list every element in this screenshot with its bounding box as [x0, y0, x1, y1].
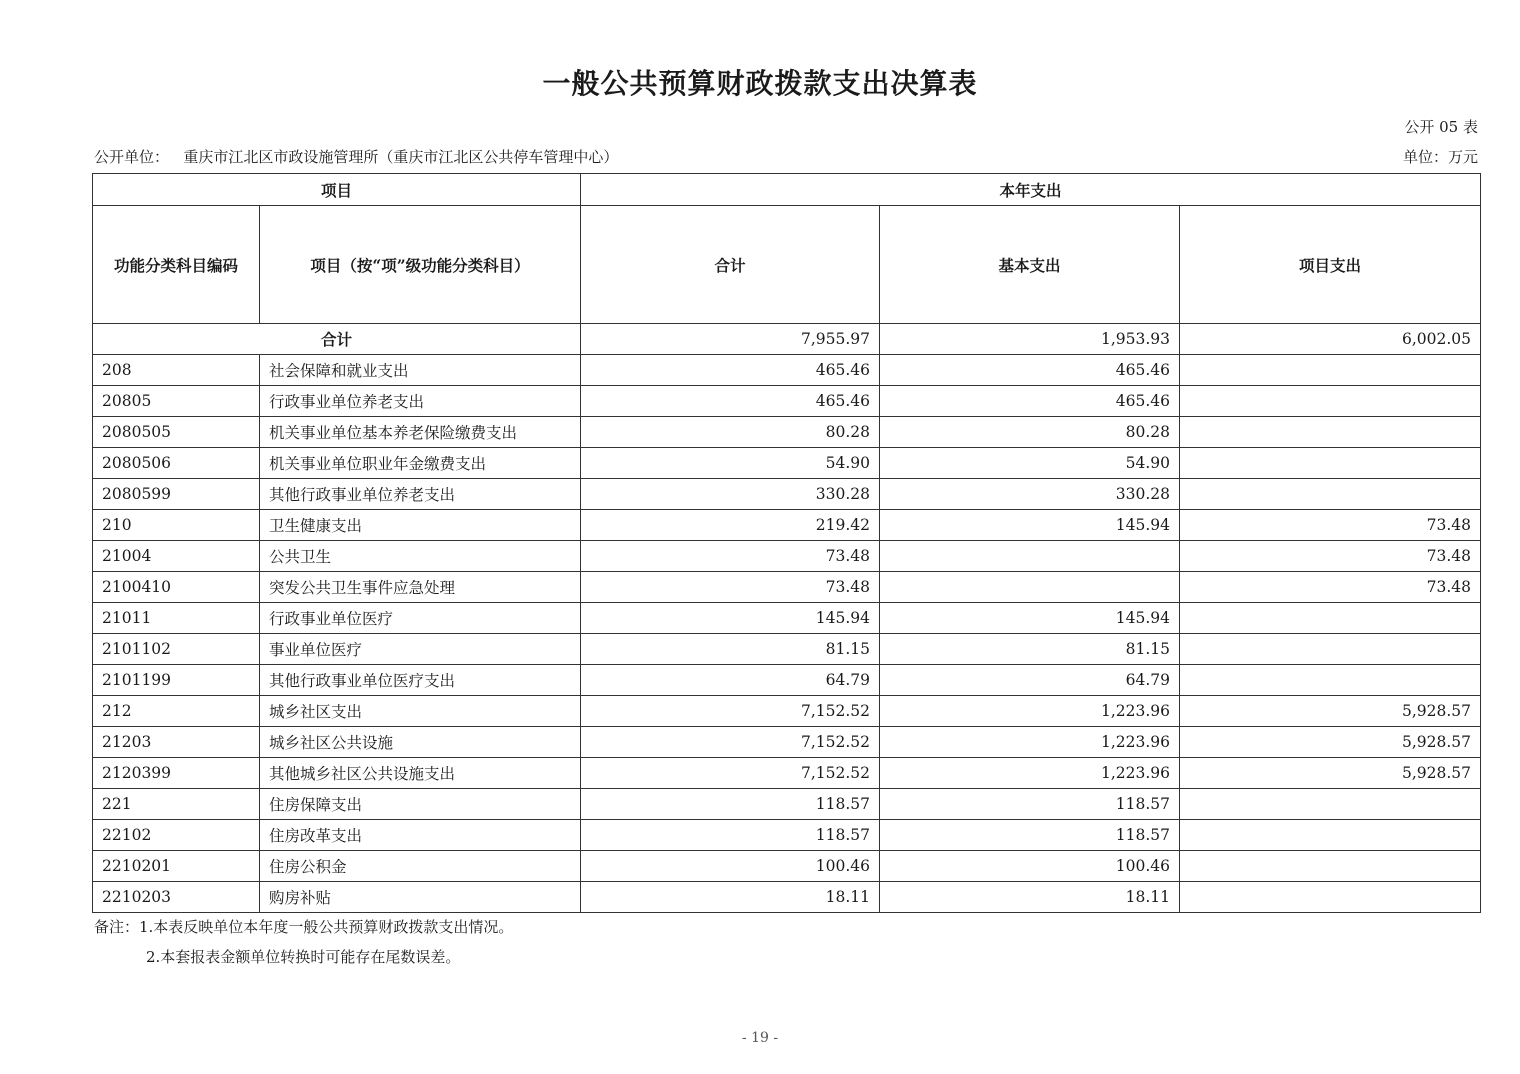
expenditure-table — [92, 173, 1481, 913]
row-name: 其他城乡社区公共设施支出 — [260, 758, 581, 789]
table-row — [93, 696, 1481, 727]
unit-info-row — [94, 146, 1478, 167]
row-name: 机关事业单位基本养老保险缴费支出 — [260, 417, 581, 448]
table-row — [93, 572, 1481, 603]
row-code: 210 — [93, 510, 260, 541]
row-project — [1180, 820, 1481, 851]
table-row — [93, 541, 1481, 572]
row-basic: 64.79 — [880, 665, 1180, 696]
row-name: 行政事业单位医疗 — [260, 603, 581, 634]
row-basic — [880, 572, 1180, 603]
row-code: 2101199 — [93, 665, 260, 696]
row-project: 73.48 — [1180, 510, 1481, 541]
row-total: 118.57 — [581, 820, 880, 851]
row-total: 7,152.52 — [581, 727, 880, 758]
table-row — [93, 851, 1481, 882]
row-total: 100.46 — [581, 851, 880, 882]
table-row — [93, 386, 1481, 417]
row-total: 64.79 — [581, 665, 880, 696]
row-total: 145.94 — [581, 603, 880, 634]
row-total: 7,152.52 — [581, 696, 880, 727]
row-code: 21203 — [93, 727, 260, 758]
header-name: 项目（按“项”级功能分类科目） — [260, 206, 581, 324]
reporting-unit — [94, 146, 618, 167]
row-basic: 145.94 — [880, 603, 1180, 634]
page-number: - 19 - — [741, 1030, 779, 1046]
row-code: 21011 — [93, 603, 260, 634]
row-name: 城乡社区公共设施 — [260, 727, 581, 758]
header-current-year: 本年支出 — [581, 174, 1481, 206]
row-code: 2080505 — [93, 417, 260, 448]
row-name: 公共卫生 — [260, 541, 581, 572]
header-basic: 基本支出 — [880, 206, 1180, 324]
row-name: 突发公共卫生事件应急处理 — [260, 572, 581, 603]
row-basic: 54.90 — [880, 448, 1180, 479]
table-row — [93, 479, 1481, 510]
row-total: 81.15 — [581, 634, 880, 665]
header-row-columns — [93, 206, 1481, 324]
row-code: 20805 — [93, 386, 260, 417]
row-code: 22102 — [93, 820, 260, 851]
row-project: 5,928.57 — [1180, 758, 1481, 789]
row-total: 73.48 — [581, 541, 880, 572]
total-amount: 7,955.97 — [581, 324, 880, 355]
row-project: 5,928.57 — [1180, 696, 1481, 727]
row-project — [1180, 789, 1481, 820]
row-project — [1180, 355, 1481, 386]
row-code: 221 — [93, 789, 260, 820]
row-basic: 1,223.96 — [880, 758, 1180, 789]
row-code: 2080506 — [93, 448, 260, 479]
row-project — [1180, 665, 1481, 696]
table-row — [93, 634, 1481, 665]
row-project: 73.48 — [1180, 541, 1481, 572]
header-item: 项目 — [93, 174, 581, 206]
table-row — [93, 417, 1481, 448]
row-name: 其他行政事业单位养老支出 — [260, 479, 581, 510]
row-name: 购房补贴 — [260, 882, 581, 913]
row-basic: 330.28 — [880, 479, 1180, 510]
row-name: 城乡社区支出 — [260, 696, 581, 727]
row-total: 219.42 — [581, 510, 880, 541]
note-1: 备注：1.本表反映单位本年度一般公共预算财政拨款支出情况。 — [94, 918, 514, 936]
row-basic: 465.46 — [880, 355, 1180, 386]
row-basic: 145.94 — [880, 510, 1180, 541]
row-code: 2101102 — [93, 634, 260, 665]
table-row — [93, 758, 1481, 789]
row-code: 2210203 — [93, 882, 260, 913]
row-project — [1180, 634, 1481, 665]
total-label: 合计 — [93, 324, 581, 355]
row-total: 465.46 — [581, 386, 880, 417]
page-title: 一般公共预算财政拨款支出决算表 — [542, 67, 978, 100]
row-project: 73.48 — [1180, 572, 1481, 603]
row-total: 73.48 — [581, 572, 880, 603]
row-code: 2080599 — [93, 479, 260, 510]
row-name: 社会保障和就业支出 — [260, 355, 581, 386]
row-project — [1180, 448, 1481, 479]
row-total: 7,152.52 — [581, 758, 880, 789]
row-total: 54.90 — [581, 448, 880, 479]
row-total: 18.11 — [581, 882, 880, 913]
row-total: 80.28 — [581, 417, 880, 448]
row-name: 卫生健康支出 — [260, 510, 581, 541]
table-number: 公开 05 表 — [1404, 118, 1478, 136]
row-total: 118.57 — [581, 789, 880, 820]
row-basic: 1,223.96 — [880, 727, 1180, 758]
total-basic: 1,953.93 — [880, 324, 1180, 355]
table-row — [93, 665, 1481, 696]
row-name: 行政事业单位养老支出 — [260, 386, 581, 417]
row-project — [1180, 386, 1481, 417]
unit-name: 重庆市江北区市政设施管理所（重庆市江北区公共停车管理中心） — [183, 148, 619, 166]
row-project: 5,928.57 — [1180, 727, 1481, 758]
header-code: 功能分类科目编码 — [93, 206, 260, 324]
row-total: 465.46 — [581, 355, 880, 386]
total-row — [93, 324, 1481, 355]
row-basic: 465.46 — [880, 386, 1180, 417]
total-project: 6,002.05 — [1180, 324, 1481, 355]
table-row — [93, 448, 1481, 479]
row-code: 2210201 — [93, 851, 260, 882]
row-project — [1180, 479, 1481, 510]
row-project — [1180, 417, 1481, 448]
header-total: 合计 — [581, 206, 880, 324]
table-row — [93, 727, 1481, 758]
currency-unit: 单位：万元 — [1402, 148, 1478, 166]
row-name: 住房保障支出 — [260, 789, 581, 820]
row-code: 21004 — [93, 541, 260, 572]
row-name: 事业单位医疗 — [260, 634, 581, 665]
row-name: 住房公积金 — [260, 851, 581, 882]
header-row-top — [93, 174, 1481, 206]
table-row — [93, 882, 1481, 913]
row-basic: 1,223.96 — [880, 696, 1180, 727]
row-basic — [880, 541, 1180, 572]
header-project: 项目支出 — [1180, 206, 1481, 324]
notes — [94, 912, 513, 972]
row-project — [1180, 851, 1481, 882]
table-row — [93, 603, 1481, 634]
row-name: 其他行政事业单位医疗支出 — [260, 665, 581, 696]
row-project — [1180, 603, 1481, 634]
row-basic: 81.15 — [880, 634, 1180, 665]
row-basic: 80.28 — [880, 417, 1180, 448]
table-row — [93, 510, 1481, 541]
row-name: 机关事业单位职业年金缴费支出 — [260, 448, 581, 479]
row-basic: 100.46 — [880, 851, 1180, 882]
row-total: 330.28 — [581, 479, 880, 510]
row-code: 212 — [93, 696, 260, 727]
row-code: 2120399 — [93, 758, 260, 789]
row-basic: 18.11 — [880, 882, 1180, 913]
row-basic: 118.57 — [880, 820, 1180, 851]
table-row — [93, 355, 1481, 386]
unit-label: 公开单位： — [94, 148, 170, 166]
row-code: 2100410 — [93, 572, 260, 603]
row-code: 208 — [93, 355, 260, 386]
table-row — [93, 820, 1481, 851]
row-basic: 118.57 — [880, 789, 1180, 820]
note-2: 2.本套报表金额单位转换时可能存在尾数误差。 — [146, 948, 461, 966]
row-name: 住房改革支出 — [260, 820, 581, 851]
row-project — [1180, 882, 1481, 913]
table-row — [93, 789, 1481, 820]
